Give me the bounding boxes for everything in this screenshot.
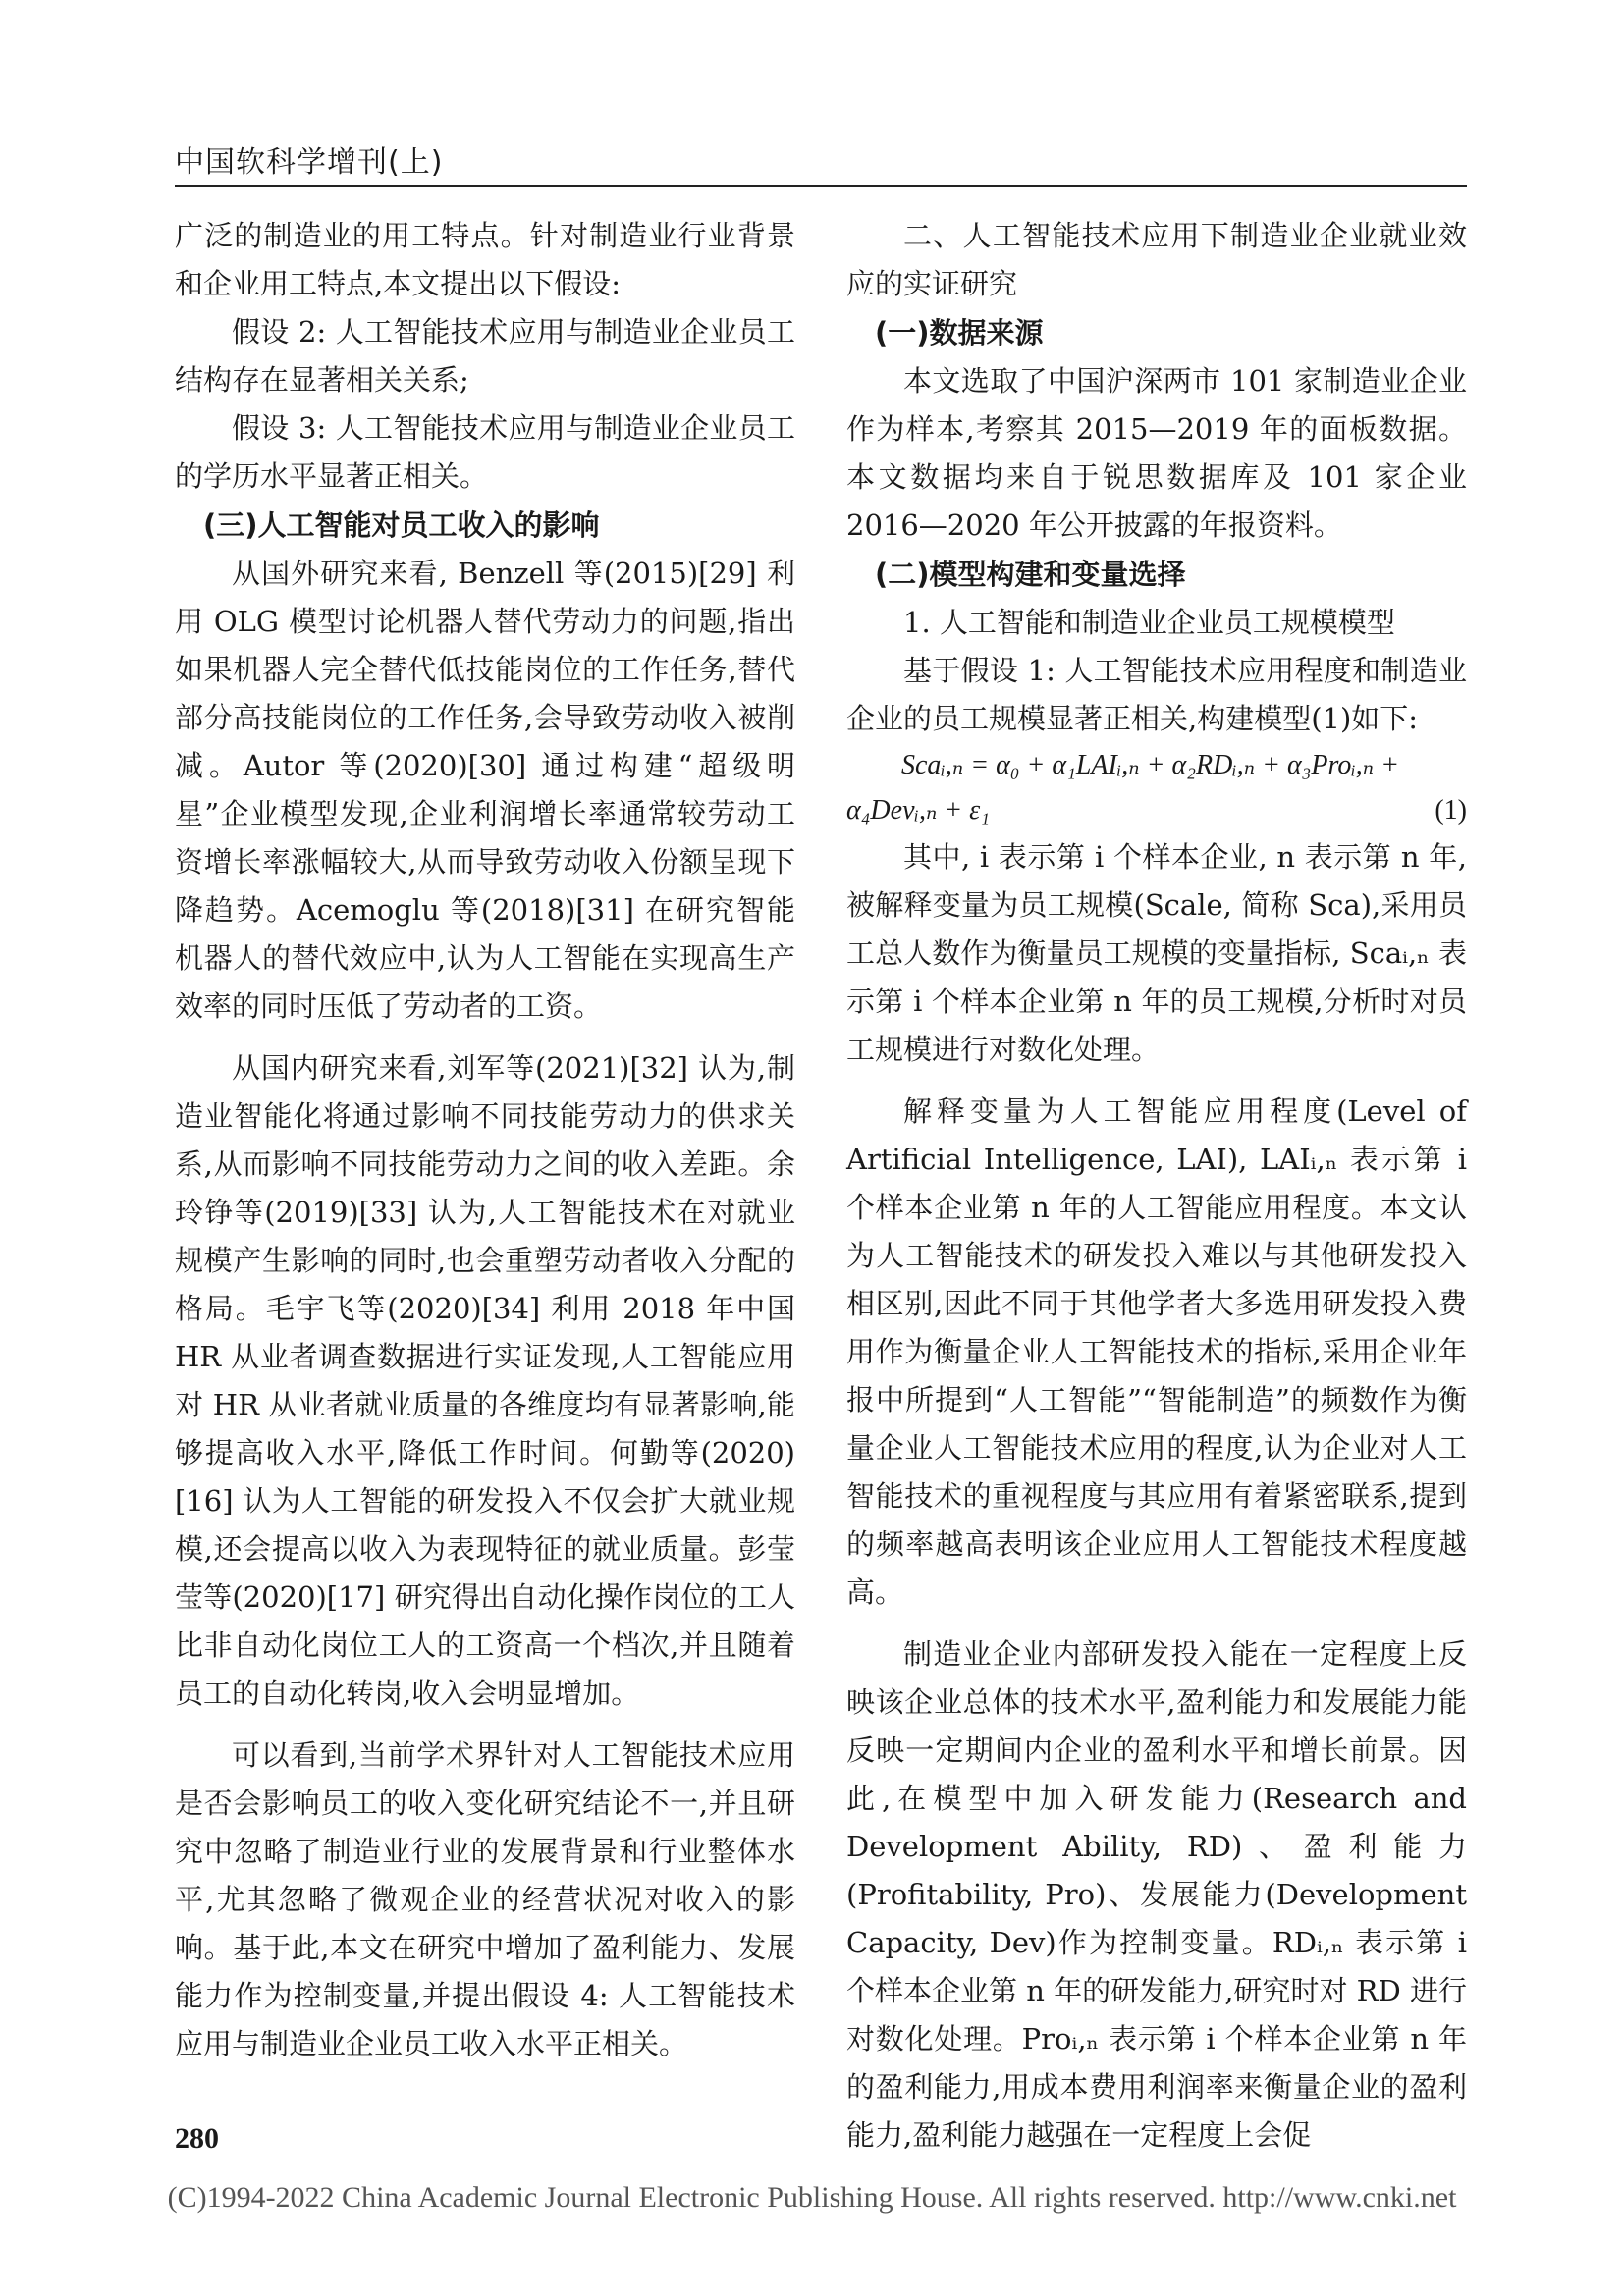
paragraph: 本文选取了中国沪深两市 101 家制造业企业作为样本,考察其 2015—2019 年的面板数据。本文数据均来自于锐思数据库及 101 家企业 2016—2020 年公开披露的年报资料。: [846, 364, 1467, 542]
paragraph: 其中, i 表示第 i 个样本企业, n 表示第 n 年,被解释变量为员工规模(Scale, 简称 Sca),采用员工总人数作为衡量员工规模的变量指标, Scaᵢ,ₙ 表示第 i 个样本企业第 n 年的员工规模,分析时对员工规模进行对数化处理。: [846, 840, 1467, 1066]
hypothesis-2: 假设 2: 人工智能技术应用与制造业企业员工结构存在显著相关关系;: [175, 315, 795, 397]
hypothesis-3: 假设 3: 人工智能技术应用与制造业企业员工的学历水平显著正相关。: [175, 411, 795, 493]
paragraph: 制造业企业内部研发投入能在一定程度上反映该企业总体的技术水平,盈利能力和发展能力能反映一定期间内企业的盈利水平和增长前景。因此,在模型中加入研发能力(Research and Development Ability, RD)、盈利能力(Profitability, Pro)、发展能力(Development Capacity, Dev)作为控制变量。RDᵢ,ₙ 表示第 i 个样本企业第 n 年的研发能力,研究时对 RD 进行对数化处理。Proᵢ,ₙ 表示第 i 个样本企业第 n 年的盈利能力,用成本费用利润率来衡量企业的盈利能力,盈利能力越强在一定程度上会促: [846, 1637, 1467, 2152]
header-rule: [175, 185, 1467, 187]
section-heading: (一)数据来源: [875, 316, 1044, 349]
paragraph: 基于假设 1: 人工智能技术应用程度和制造业企业的员工规模显著正相关,构建模型(1)如下:: [846, 654, 1467, 735]
section-heading: (二)模型构建和变量选择: [875, 558, 1186, 591]
right-column: [846, 212, 1467, 2160]
equation: [846, 743, 1467, 833]
equation-number: (1): [1435, 795, 1467, 826]
equation-line-2: [846, 788, 1467, 833]
section-title: 二、人工智能技术应用下制造业企业就业效应的实证研究: [846, 219, 1467, 300]
equation-line-2-text: α₄Devᵢ,ₙ + ε₁: [846, 795, 990, 826]
copyright-footer: (C)1994-2022 China Academic Journal Electronic Publishing House. All rights reserved. http://www.cnki.net: [167, 2181, 1457, 2214]
paragraph: 广泛的制造业的用工特点。针对制造业行业背景和企业用工特点,本文提出以下假设:: [175, 219, 795, 300]
paragraph: 从国内研究来看,刘军等(2021)[32] 认为,制造业智能化将通过影响不同技能劳动力的供求关系,从而影响不同技能劳动力之间的收入差距。余玲铮等(2019)[33] 认为,人工智能技术在对就业规模产生影响的同时,也会重塑劳动者收入分配的格局。毛宇飞等(2020)[34] 利用 2018 年中国 HR 从业者调查数据进行实证发现,人工智能应用对 HR 从业者就业质量的各维度均有显著影响,能够提高收入水平,降低工作时间。何勤等(2020)[16] 认为人工智能的研发投入不仅会扩大就业规模,还会提高以收入为表现特征的就业质量。彭莹莹等(2020)[17] 研究得出自动化操作岗位的工人比非自动化岗位工人的工资高一个档次,并且随着员工的自动化转岗,收入会明显增加。: [175, 1051, 795, 1710]
left-column: [175, 212, 795, 2068]
journal-header: 中国软科学增刊(上): [175, 145, 444, 180]
page-number: 280: [175, 2122, 219, 2155]
section-heading: (三)人工智能对员工收入的影响: [203, 508, 600, 542]
paragraph: 从国外研究来看, Benzell 等(2015)[29] 利用 OLG 模型讨论机器人替代劳动力的问题,指出如果机器人完全替代低技能岗位的工作任务,替代部分高技能岗位的工作任务,会导致劳动收入被削减。Autor 等(2020)[30] 通过构建“超级明星”企业模型发现,企业利润增长率通常较劳动工资增长率涨幅较大,从而导致劳动收入份额呈现下降趋势。Acemoglu 等(2018)[31] 在研究智能机器人的替代效应中,认为人工智能在实现高生产效率的同时压低了劳动者的工资。: [175, 557, 795, 1023]
subsection-title: 1. 人工智能和制造业企业员工规模模型: [903, 606, 1395, 639]
paragraph: 解释变量为人工智能应用程度(Level of Artificial Intelligence, LAI), LAIᵢ,ₙ 表示第 i 个样本企业第 n 年的人工智能应用程度。本文认为人工智能技术的研发投入难以与其他研发投入相区别,因此不同于其他学者大多选用研发投入费用作为衡量企业人工智能技术的指标,采用企业年报中所提到“人工智能”“智能制造”的频数作为衡量企业人工智能技术应用的程度,认为企业对人工智能技术的重视程度与其应用有着紧密联系,提到的频率越高表明该企业应用人工智能技术程度越高。: [846, 1095, 1467, 1609]
equation-line-1: Scaᵢ,ₙ = α₀ + α₁LAIᵢ,ₙ + α₂RDᵢ,ₙ + α₃Proᵢ,ₙ +: [901, 750, 1400, 780]
paragraph: 可以看到,当前学术界针对人工智能技术应用是否会影响员工的收入变化研究结论不一,并且研究中忽略了制造业行业的发展背景和行业整体水平,尤其忽略了微观企业的经营状况对收入的影响。基于此,本文在研究中增加了盈利能力、发展能力作为控制变量,并提出假设 4: 人工智能技术应用与制造业企业员工收入水平正相关。: [175, 1738, 795, 2060]
